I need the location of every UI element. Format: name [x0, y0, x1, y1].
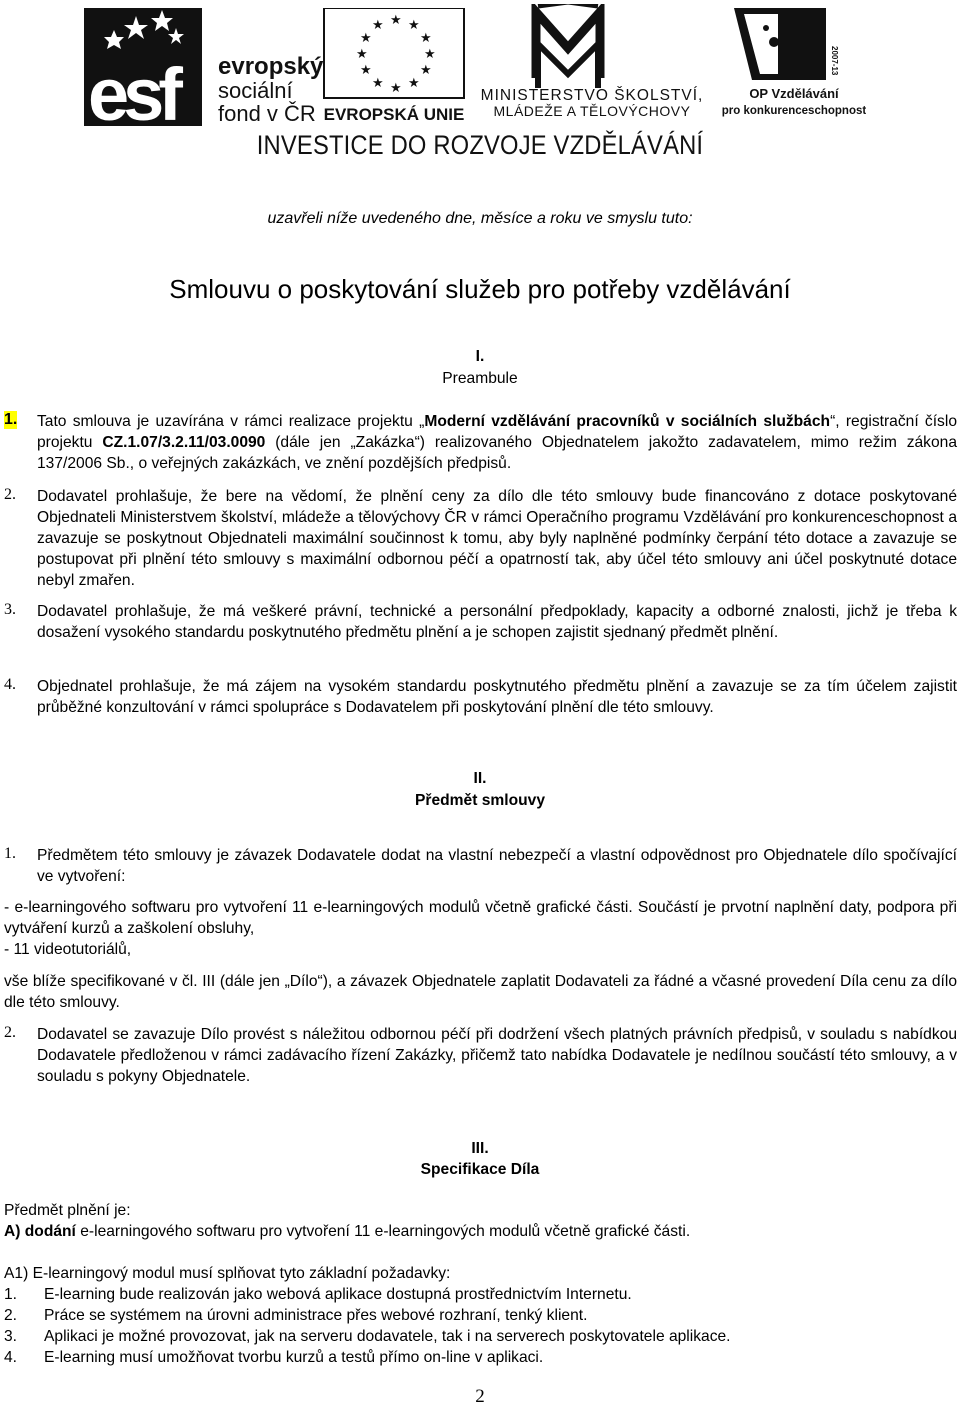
intro-line: uzavřeli níže uvedeného dne, měsíce a roku ve smyslu tuto: — [267, 210, 693, 227]
svg-text:★: ★ — [408, 18, 420, 33]
section-2-heading: Předmět smlouvy — [415, 792, 545, 809]
svg-text:★: ★ — [360, 31, 372, 46]
section-3-heading: Specifikace Díla — [420, 1161, 540, 1178]
svg-text:★: ★ — [390, 13, 402, 28]
list-item-number: 4. — [4, 1349, 18, 1366]
esf-logo — [84, 8, 324, 128]
section-1-heading: Preambule — [442, 370, 518, 387]
svg-text:2007-13: 2007-13 — [830, 46, 839, 76]
project-slogan: INVESTICE DO ROZVOJE VZDĚLÁVÁNÍ — [256, 130, 704, 160]
list-item: Aplikaci je možné provozovat, jak na serveru dodavatele, tak i na serverech poskytovatele aplikace. — [44, 1328, 731, 1345]
list-item-number: 3. — [4, 1328, 18, 1345]
svg-text:fond v ČR: fond v ČR — [218, 101, 316, 126]
subject-item-software: - e-learningového softwaru pro vytvoření 11 e-learningových modulů včetně grafické části. Součástí je prvotní naplnění daty, podpora při vytváření kurzů a zaškolení obsluhy, — [4, 899, 957, 937]
svg-text:★: ★ — [372, 18, 384, 33]
section-2-number: II. — [473, 770, 487, 787]
eu-flag-logo — [322, 8, 468, 126]
svg-text:MLÁDEŽE A TĚLOVÝCHOVY: MLÁDEŽE A TĚLOVÝCHOVY — [493, 103, 691, 119]
svg-text:★: ★ — [360, 63, 372, 78]
op-dot-icon — [769, 37, 779, 47]
list-item: E-learning musí umožňovat tvorbu kurzů a testů přímo on-line v aplikaci. — [44, 1349, 544, 1366]
op-vk-logo — [716, 6, 866, 122]
subject-item-videos: - 11 videotutoriálů, — [4, 941, 132, 958]
subject-label: Předmět plnění je: — [4, 1202, 131, 1219]
svg-text:★: ★ — [424, 47, 436, 62]
msmt-mark-icon — [536, 4, 600, 88]
a1-heading: A1) E-learningový modul musí splňovat tyto základní požadavky: — [4, 1265, 451, 1282]
svg-text:OP Vzdělávání: OP Vzdělávání — [749, 86, 839, 101]
svg-text:evropský: evropský — [218, 53, 324, 80]
svg-text:MINISTERSTVO ŠKOLSTVÍ,: MINISTERSTVO ŠKOLSTVÍ, — [480, 87, 704, 104]
svg-text:★: ★ — [420, 31, 432, 46]
document-title: Smlouvu o poskytování služeb pro potřeby vzdělávání — [169, 274, 791, 304]
list-item: E-learning bude realizován jako webová aplikace dostupná prostřednictvím Internetu. — [44, 1286, 632, 1303]
esf-mark: esf — [88, 53, 177, 128]
svg-text:★: ★ — [390, 81, 402, 96]
svg-text:★: ★ — [408, 76, 420, 91]
item-a-line: A) dodání e-learningového softwaru pro vytvoření 11 e-learningových modulů včetně grafické části. — [4, 1223, 691, 1240]
page-number: 2 — [475, 1386, 485, 1407]
msmt-logo — [472, 4, 712, 122]
svg-text:★: ★ — [356, 47, 368, 62]
subject-closing: vše blíže specifikované v čl. III (dále jen „Dílo“), a závazek Objednatele zaplatit Dodavateli za řádné a včasné provedení Díla cenu za dílo dle této smlouvy. — [4, 973, 957, 1011]
svg-text:pro konkurenceschopnost: pro konkurenceschopnost — [721, 105, 866, 117]
svg-text:sociální: sociální — [218, 78, 293, 103]
list-item: Práce se systémem na úrovni administrace přes webové rozhraní, tenký klient. — [44, 1307, 588, 1324]
eu-label: EVROPSKÁ UNIE — [323, 105, 465, 124]
svg-text:★: ★ — [372, 76, 384, 91]
section-1-number: I. — [475, 348, 485, 365]
section-3-number: III. — [471, 1140, 489, 1157]
list-item-number: 2. — [4, 1307, 18, 1324]
svg-text:★: ★ — [420, 63, 432, 78]
list-item-number: 1. — [4, 1286, 18, 1303]
